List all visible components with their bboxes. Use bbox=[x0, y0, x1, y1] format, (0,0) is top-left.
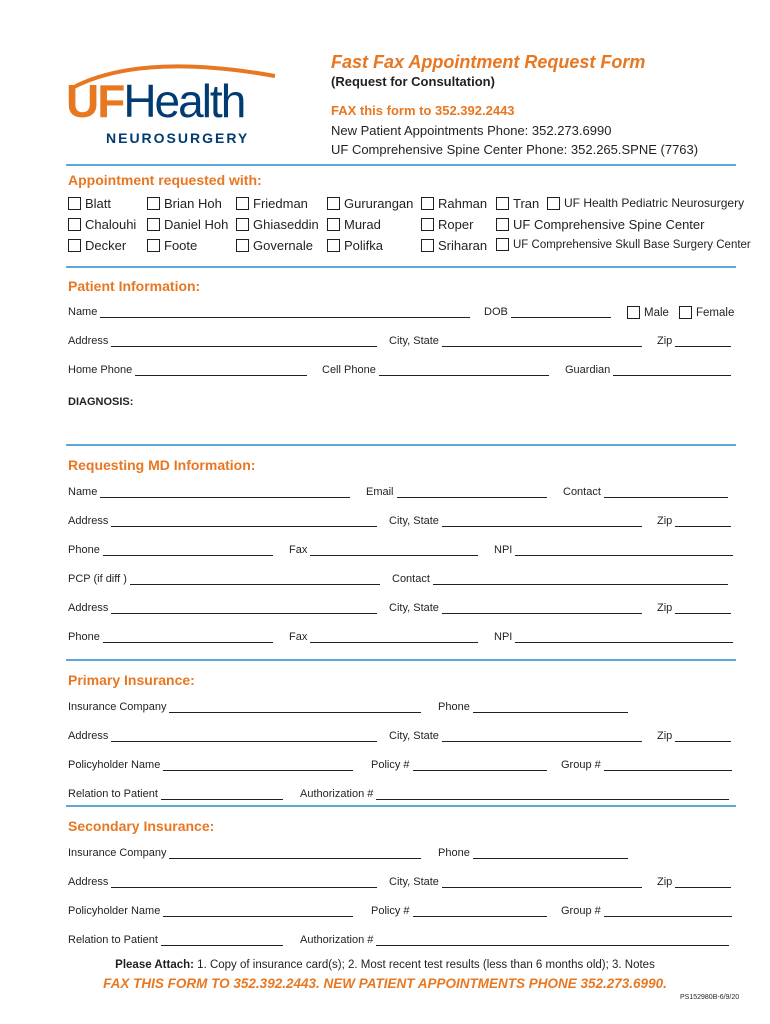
secondary-phone-field[interactable]: Phone bbox=[438, 847, 628, 859]
checkbox-icon[interactable] bbox=[236, 197, 249, 210]
checkbox-spine-center[interactable]: UF Comprehensive Spine Center bbox=[496, 217, 704, 232]
patient-address-field[interactable]: Address bbox=[68, 335, 377, 347]
checkbox-icon[interactable] bbox=[236, 239, 249, 252]
checkbox-governale[interactable]: Governale bbox=[236, 238, 313, 253]
md-phone-field[interactable]: Phone bbox=[68, 544, 273, 556]
primary-relation-field[interactable]: Relation to Patient bbox=[68, 788, 283, 800]
diagnosis-input[interactable] bbox=[68, 410, 736, 440]
logo bbox=[66, 60, 286, 150]
md-heading: Requesting MD Information: bbox=[68, 457, 256, 473]
checkbox-icon[interactable] bbox=[421, 218, 434, 231]
checkbox-icon[interactable] bbox=[496, 238, 509, 251]
checkbox-icon[interactable] bbox=[327, 218, 340, 231]
checkbox-icon[interactable] bbox=[547, 197, 560, 210]
checkbox-icon[interactable] bbox=[421, 197, 434, 210]
md-city-field[interactable]: City, State bbox=[389, 515, 642, 527]
checkbox-foote[interactable]: Foote bbox=[147, 238, 197, 253]
primary-company-field[interactable]: Insurance Company bbox=[68, 701, 421, 713]
primary-city-field[interactable]: City, State bbox=[389, 730, 642, 742]
checkbox-icon[interactable] bbox=[421, 239, 434, 252]
md-pcp-field[interactable]: PCP (if diff ) bbox=[68, 573, 380, 585]
divider bbox=[66, 164, 736, 166]
checkbox-sriharan[interactable]: Sriharan bbox=[421, 238, 487, 253]
primary-insurance-heading: Primary Insurance: bbox=[68, 672, 195, 688]
secondary-policy-field[interactable]: Policy # bbox=[371, 905, 547, 917]
patient-city-field[interactable]: City, State bbox=[389, 335, 642, 347]
logo-subtitle: NEUROSURGERY bbox=[106, 130, 250, 146]
md-pcp-fax-field[interactable]: Fax bbox=[289, 631, 478, 643]
checkbox-icon[interactable] bbox=[147, 239, 160, 252]
checkbox-murad[interactable]: Murad bbox=[327, 217, 381, 232]
md-contact-field[interactable]: Contact bbox=[563, 486, 728, 498]
primary-holder-field[interactable]: Policyholder Name bbox=[68, 759, 353, 771]
divider bbox=[66, 444, 736, 446]
md-pcp-zip-field[interactable]: Zip bbox=[657, 602, 731, 614]
patient-zip-field[interactable]: Zip bbox=[657, 335, 731, 347]
form-title: Fast Fax Appointment Request Form bbox=[331, 52, 646, 72]
md-pcp-phone-field[interactable]: Phone bbox=[68, 631, 273, 643]
primary-auth-field[interactable]: Authorization # bbox=[300, 788, 729, 800]
md-pcp-contact-field[interactable]: Contact bbox=[392, 573, 728, 585]
checkbox-icon[interactable] bbox=[68, 197, 81, 210]
checkbox-ghiaseddin[interactable]: Ghiaseddin bbox=[236, 217, 319, 232]
secondary-company-field[interactable]: Insurance Company bbox=[68, 847, 421, 859]
md-fax-field[interactable]: Fax bbox=[289, 544, 478, 556]
primary-group-field[interactable]: Group # bbox=[561, 759, 732, 771]
patient-dob-field[interactable]: DOB bbox=[484, 306, 611, 318]
divider bbox=[66, 805, 736, 807]
secondary-holder-field[interactable]: Policyholder Name bbox=[68, 905, 353, 917]
attach-label: Please Attach: bbox=[115, 959, 194, 971]
checkbox-chalouhi[interactable]: Chalouhi bbox=[68, 217, 136, 232]
patient-home-phone-field[interactable]: Home Phone bbox=[68, 364, 307, 376]
secondary-auth-field[interactable]: Authorization # bbox=[300, 934, 729, 946]
checkbox-icon[interactable] bbox=[68, 239, 81, 252]
checkbox-decker[interactable]: Decker bbox=[68, 238, 126, 253]
checkbox-icon[interactable] bbox=[236, 218, 249, 231]
md-npi-field[interactable]: NPI bbox=[494, 544, 733, 556]
checkbox-tran[interactable]: Tran bbox=[496, 196, 539, 211]
patient-name-field[interactable]: Name bbox=[68, 306, 470, 318]
md-zip-field[interactable]: Zip bbox=[657, 515, 731, 527]
checkbox-daniel-hoh[interactable]: Daniel Hoh bbox=[147, 217, 228, 232]
md-name-field[interactable]: Name bbox=[68, 486, 350, 498]
md-pcp-city-field[interactable]: City, State bbox=[389, 602, 642, 614]
checkbox-icon[interactable] bbox=[327, 197, 340, 210]
form-subtitle: (Request for Consultation) bbox=[331, 74, 495, 89]
checkbox-polifka[interactable]: Polifka bbox=[327, 238, 383, 253]
checkbox-pediatric-neurosurgery[interactable]: UF Health Pediatric Neurosurgery bbox=[547, 196, 744, 210]
attach-text: 1. Copy of insurance card(s); 2. Most recent test results (less than 6 months old); 3. Notes bbox=[193, 959, 655, 971]
attach-instructions bbox=[0, 959, 770, 971]
checkbox-friedman[interactable]: Friedman bbox=[236, 196, 308, 211]
primary-phone-field[interactable]: Phone bbox=[438, 701, 628, 713]
logo-health: Health bbox=[123, 75, 245, 127]
checkbox-icon[interactable] bbox=[147, 197, 160, 210]
fax-banner: FAX THIS FORM TO 352.392.2443. NEW PATIENT APPOINTMENTS PHONE 352.273.6990. bbox=[103, 976, 667, 991]
divider bbox=[66, 659, 736, 661]
checkbox-icon[interactable] bbox=[147, 218, 160, 231]
patient-guardian-field[interactable]: Guardian bbox=[565, 364, 731, 376]
new-patient-phone: New Patient Appointments Phone: 352.273.6990 bbox=[331, 123, 612, 138]
checkbox-icon[interactable] bbox=[627, 306, 640, 319]
primary-zip-field[interactable]: Zip bbox=[657, 730, 731, 742]
fax-number: FAX this form to 352.392.2443 bbox=[331, 103, 515, 118]
checkbox-skull-base-center[interactable]: UF Comprehensive Skull Base Surgery Center bbox=[496, 238, 751, 251]
primary-address-field[interactable]: Address bbox=[68, 730, 377, 742]
checkbox-icon[interactable] bbox=[327, 239, 340, 252]
checkbox-gururangan[interactable]: Gururangan bbox=[327, 196, 413, 211]
logo-uf: UF bbox=[66, 75, 124, 127]
diagnosis-label: DIAGNOSIS: bbox=[68, 396, 134, 408]
md-pcp-address-field[interactable]: Address bbox=[68, 602, 377, 614]
appointment-heading: Appointment requested with: bbox=[68, 172, 262, 188]
checkbox-brian-hoh[interactable]: Brian Hoh bbox=[147, 196, 222, 211]
checkbox-icon[interactable] bbox=[679, 306, 692, 319]
checkbox-icon[interactable] bbox=[496, 197, 509, 210]
checkbox-female[interactable]: Female bbox=[679, 306, 734, 319]
secondary-insurance-heading: Secondary Insurance: bbox=[68, 818, 215, 834]
md-email-field[interactable]: Email bbox=[366, 486, 547, 498]
form-code: PS152980B-6/9/20 bbox=[680, 994, 740, 1001]
spine-center-phone: UF Comprehensive Spine Center Phone: 352.265.SPNE (7763) bbox=[331, 142, 699, 157]
secondary-zip-field[interactable]: Zip bbox=[657, 876, 731, 888]
secondary-city-field[interactable]: City, State bbox=[389, 876, 642, 888]
md-address-field[interactable]: Address bbox=[68, 515, 377, 527]
primary-policy-field[interactable]: Policy # bbox=[371, 759, 547, 771]
patient-heading: Patient Information: bbox=[68, 278, 201, 294]
secondary-address-field[interactable]: Address bbox=[68, 876, 377, 888]
divider bbox=[66, 266, 736, 268]
secondary-group-field[interactable]: Group # bbox=[561, 905, 732, 917]
checkbox-icon[interactable] bbox=[68, 218, 81, 231]
patient-cell-phone-field[interactable]: Cell Phone bbox=[322, 364, 549, 376]
md-pcp-npi-field[interactable]: NPI bbox=[494, 631, 733, 643]
secondary-relation-field[interactable]: Relation to Patient bbox=[68, 934, 283, 946]
checkbox-rahman[interactable]: Rahman bbox=[421, 196, 487, 211]
checkbox-roper[interactable]: Roper bbox=[421, 217, 473, 232]
checkbox-male[interactable]: Male bbox=[627, 306, 669, 319]
checkbox-blatt[interactable]: Blatt bbox=[68, 196, 111, 211]
checkbox-icon[interactable] bbox=[496, 218, 509, 231]
